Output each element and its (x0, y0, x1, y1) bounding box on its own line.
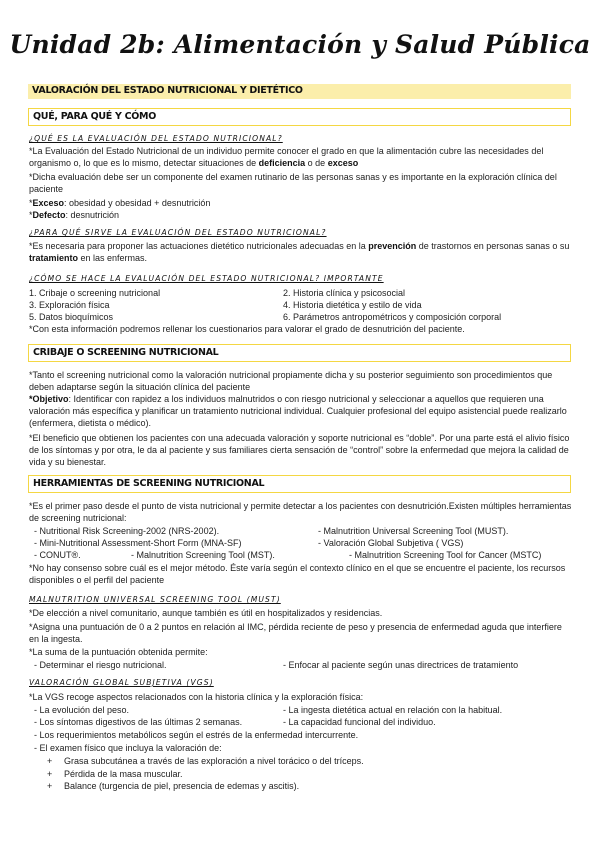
definition-defecto: *Defecto: desnutrición (29, 210, 120, 220)
definition-exceso: *Exceso: obesidad y obesidad + desnutrición (29, 198, 211, 208)
subsection-box-label: QUÉ, PARA QUÉ Y CÓMO (33, 111, 156, 122)
list-item: Grasa subcutánea a través de las exploración a nivel torácico o del tríceps. (64, 756, 364, 766)
list-item: 4. Historia dietética y estilo de vida (283, 300, 422, 310)
plus-bullet-icon: + (47, 756, 53, 766)
paragraph-para-que: *Es necesaria para proponer las actuaciones dietético nutricionales adecuadas en la prevención de trastornos en personas sanas o su tratamiento en las enfermas. (29, 241, 570, 263)
list-item: - Los requerimientos metabólicos según el estrés de la enfermedad intercurrente. (34, 730, 359, 740)
page-title: Unidad 2b: Alimentación y Salud Pública (9, 30, 591, 59)
subsection-box-label: CRIBAJE O SCREENING NUTRICIONAL (33, 347, 219, 358)
list-item: - Los síntomas digestivos de las últimas 2 semanas. (34, 717, 243, 727)
list-item: - Malnutrition Universal Screening Tool (MUST). (318, 526, 509, 536)
plus-bullet-icon: + (47, 769, 53, 779)
list-item: - Determinar el riesgo nutricional. (34, 660, 167, 670)
heading-must: MALNUTRITION UNIVERSAL SCREENING TOOL (MUST) (29, 595, 281, 604)
list-item: 5. Datos bioquímicos (29, 312, 114, 322)
heading-vgs: VALORACIÓN GLOBAL SUBJETIVA (VGS) (29, 678, 214, 687)
list-item: - CONUT®. (34, 550, 81, 560)
paragraph-objetivo: *Objetivo: Identificar con rapidez a los individuos malnutridos o con riesgo nutricional y seleccionar a aquellos que requieren una valoración más específica y planificar un tratamiento nutricional individual. Cualquier profesional del equipo asistencial puede realizarlo (enfermera, dietista o médico). (29, 394, 567, 428)
heading-como: ¿CÓMO SE HACE LA EVALUACIÓN DEL ESTADO NUTRICIONAL? IMPORTANTE (29, 274, 384, 283)
list-item: - El examen físico que incluya la valoración de: (34, 743, 222, 753)
como-note: *Con esta información podremos rellenar los cuestionarios para valorar el grado de desnutrición del paciente. (29, 324, 465, 334)
list-item: 2. Historia clínica y psicosocial (283, 288, 406, 298)
paragraph-must-suma: *La suma de la puntuación obtenida permite: (29, 647, 208, 657)
subsection-box-que (28, 108, 571, 126)
paragraph-herramientas: *Es el primer paso desde el punto de vista nutricional y permite detectar a los pacientes con desnutrición.Existen múltiples herramientas de screening nutricional: (29, 501, 572, 523)
list-item: 6. Parámetros antropométricos y composición corporal (283, 312, 502, 322)
list-item: - Malnutrition Screening Tool for Cancer (MSTC) (349, 550, 542, 560)
list-item: - Mini-Nutritional Assessment-Short Form (MNA-SF) (34, 538, 242, 548)
list-item: 3. Exploración física (29, 300, 110, 310)
heading-que-es: ¿QUÉ ES LA EVALUACIÓN DEL ESTADO NUTRICIONAL? (29, 134, 283, 143)
paragraph-que-es: *La Evaluación del Estado Nutricional de un individuo permite conocer el grado en que la alimentación cubre las necesidades del organismo o, lo que es lo mismo, detectar situaciones de deficiencia o de exceso (29, 146, 544, 168)
section-header-label: VALORACIÓN DEL ESTADO NUTRICIONAL Y DIETÉTICO (32, 85, 303, 96)
list-item: - Valoración Global Subjetiva ( VGS) (318, 538, 464, 548)
paragraph-no-consenso: *No hay consenso sobre cuál es el mejor método. Éste varía según el contexto clínico en el que se encuentre el paciente, los recursos disponibles o el perfil del paciente (29, 563, 566, 585)
paragraph-cribaje: *Tanto el screening nutricional como la valoración nutricional propiamente dicha y su posterior seguimiento son procedimientos que deben adaptarse según la situación clínica del paciente (29, 370, 553, 392)
list-item: Pérdida de la masa muscular. (64, 769, 183, 779)
paragraph-dicha-evaluacion: *Dicha evaluación debe ser un componente del examen rutinario de las personas sanas y es importante en la exploración clínica del paciente (29, 172, 557, 194)
subsection-box-herramientas (28, 475, 571, 493)
list-item: 1. Cribaje o screening nutricional (29, 288, 161, 298)
subsection-box-cribaje (28, 344, 571, 362)
paragraph-beneficio: *El beneficio que obtienen los pacientes con una adecuada valoración y soporte nutricional es “doble”. Por una parte está el alivio físico de los síntomas y por otra, le da al paciente y sus familiares cierta sensación de “control” sobre la enfermedad que mejora la calidad de vida y su bienestar. (29, 433, 570, 467)
list-item: - Nutritional Risk Screening-2002 (NRS-2002). (34, 526, 220, 536)
subsection-box-label: HERRAMIENTAS DE SCREENING NUTRICIONAL (33, 478, 265, 489)
paragraph-vgs-intro: *La VGS recoge aspectos relacionados con la historia clínica y la exploración física: (29, 692, 364, 702)
section-header-valoracion (28, 84, 571, 99)
paragraph-must-eleccion: *De elección a nivel comunitario, aunque también es útil en hospitalizados y residencias. (29, 608, 383, 618)
plus-bullet-icon: + (47, 781, 53, 791)
list-item: Balance (turgencia de piel, presencia de edemas y ascitis). (64, 781, 300, 791)
paragraph-must-puntuacion: *Asigna una puntuación de 0 a 2 puntos en relación al IMC, pérdida reciente de peso y presencia de enfermedad aguda que interfiere en la ingesta. (29, 622, 562, 644)
list-item: - La evolución del peso. (34, 705, 130, 715)
list-item: - La capacidad funcional del individuo. (283, 717, 436, 727)
list-item: - La ingesta dietética actual en relación con la habitual. (283, 705, 503, 715)
heading-para-que: ¿PARA QUÉ SIRVE LA EVALUACIÓN DEL ESTADO NUTRICIONAL? (29, 228, 327, 237)
list-item: - Malnutrition Screening Tool (MST). (131, 550, 275, 560)
list-item: - Enfocar al paciente según unas directrices de tratamiento (283, 660, 519, 670)
